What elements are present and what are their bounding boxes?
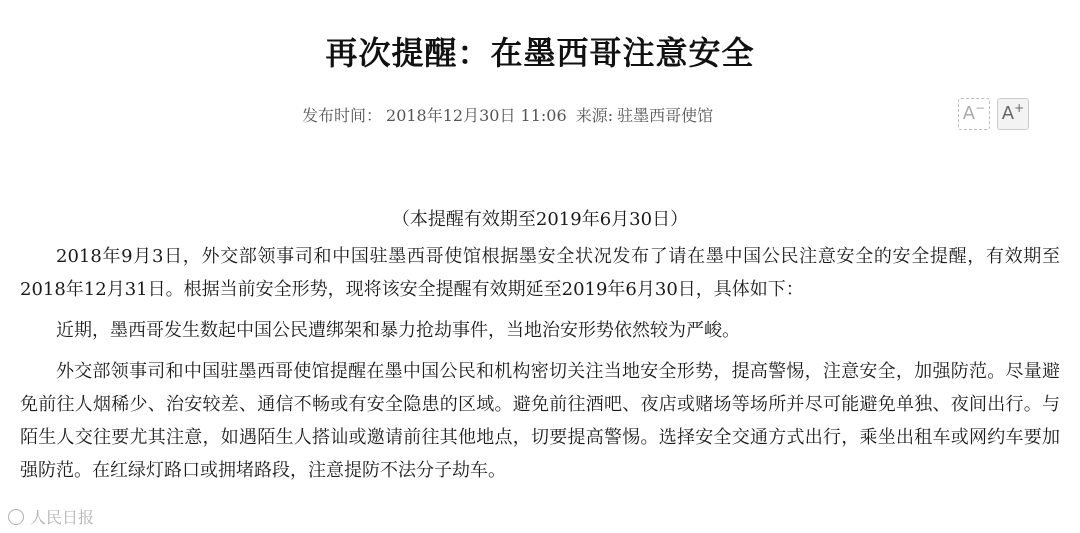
watermark-logo-icon [8,509,24,525]
minus-icon: − [975,101,986,115]
plus-icon: + [1014,101,1025,115]
article-meta [302,103,717,126]
source-label: 来源: [575,106,614,125]
font-decrease-button[interactable] [958,98,990,130]
watermark-text: 人民日报 [30,508,95,527]
watermark [8,505,94,528]
publish-label: 发布时间： [302,106,383,125]
publish-time: 2018年12月30日 11:06 [386,106,567,125]
article-body [20,203,1060,495]
paragraph-2: 近期，墨西哥发生数起中国公民遭绑架和暴力抢劫事件，当地治安形势依然较为严峻。 [56,320,740,341]
paragraph-3: 外交部领事司和中国驻墨西哥使馆提醒在墨中国公民和机构密切关注当地安全形势，提高警惕，注意安全，加强防范。尽量避免前往人烟稀少、治安较差、通信不畅或有安全隐患的区域。避免前往酒吧、夜店或赌场等场所并尽可能避免单独、夜间出行。与陌生人交往要尤其注意，如遇陌生人搭讪或邀请前往其他地点，切要提高警惕。选择安全交通方式出行，乘坐出租车或网约车要加强防范。在红绿灯路口或拥堵路段，注意提防不法分子劫车。 [20,361,1060,481]
paragraph-1: 2018年9月3日，外交部领事司和中国驻墨西哥使馆根据墨安全状况发布了请在墨中国公民注意安全的安全提醒，有效期至2018年12月31日。根据当前安全形势，现将该安全提醒有效期延至2019年6月30日，具体如下： [20,246,1060,300]
font-increase-button[interactable] [997,98,1029,130]
validity-notice: （本提醒有效期至2019年6月30日） [391,209,689,230]
article-title: 再次提醒：在墨西哥注意安全 [325,34,755,72]
source-name: 驻墨西哥使馆 [617,106,714,125]
font-decrease-icon: A [962,103,976,124]
font-increase-icon: A [1001,103,1015,124]
